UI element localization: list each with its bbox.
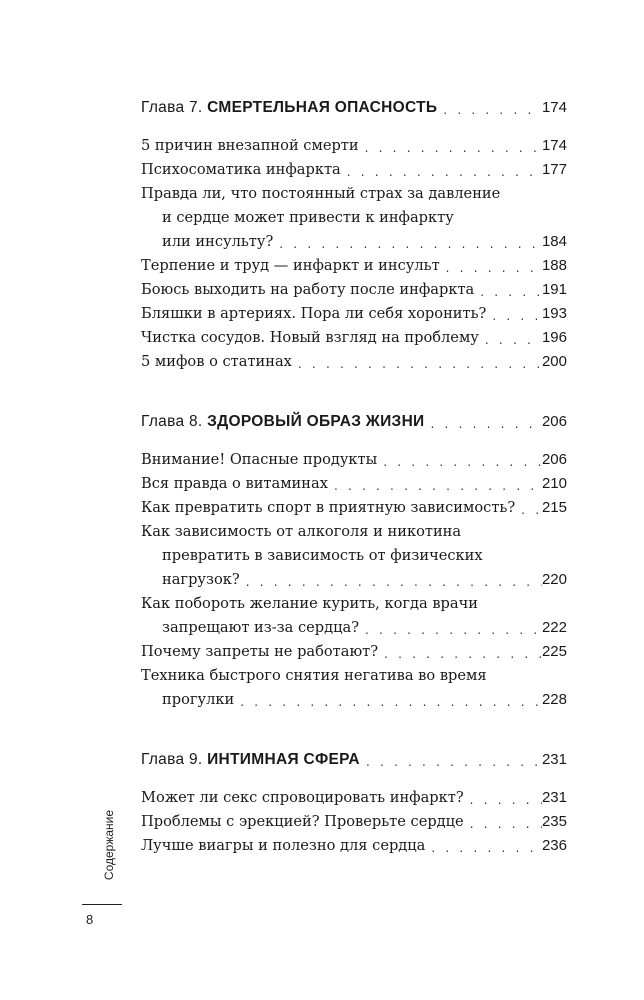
entry-title: Может ли секс спровоцировать инфаркт? [141, 789, 464, 806]
chapter-number: Глава 7. [141, 99, 208, 116]
dot-leader [443, 100, 542, 120]
entry-title: Боюсь выходить на работу после инфаркта [141, 281, 475, 298]
page-ref: 228 [541, 691, 567, 708]
page-ref: 231 [541, 751, 567, 768]
page-ref: 235 [541, 813, 567, 830]
toc-entry [141, 786, 567, 810]
page-ref: 222 [541, 619, 567, 636]
toc-entry [141, 496, 567, 520]
entry-title: Внимание! Опасные продукты [141, 451, 378, 468]
toc-entry [141, 810, 567, 834]
dot-leader [492, 306, 542, 326]
toc-entry [141, 326, 567, 350]
chapter-heading [141, 748, 567, 772]
toc-entry [141, 134, 567, 158]
dot-leader [480, 282, 542, 302]
toc-entry [141, 472, 567, 496]
page-ref: 174 [541, 137, 567, 154]
chapter-title: ИНТИМНАЯ СФЕРА [207, 751, 360, 768]
dot-leader [470, 814, 542, 834]
dot-leader [240, 692, 542, 712]
dot-leader [298, 354, 542, 374]
dot-leader [521, 500, 542, 520]
dot-leader [365, 620, 542, 640]
page-ref: 210 [541, 475, 567, 492]
toc-entry [141, 158, 567, 182]
page-ref: 177 [541, 161, 567, 178]
entry-title-cont: или инсульту? [162, 233, 274, 250]
folio-rule [82, 904, 122, 905]
page-ref: 184 [541, 233, 567, 250]
dot-leader [431, 414, 542, 434]
toc-entry [141, 640, 567, 664]
entry-title: Бляшки в артериях. Пора ли себя хоронить? [141, 305, 487, 322]
page-ref: 193 [541, 305, 567, 322]
entry-title: 5 мифов о статинах [141, 353, 292, 370]
entry-title: Почему запреты не работают? [141, 643, 379, 660]
dot-leader [383, 452, 542, 472]
toc-entry [141, 182, 567, 254]
chapter-title: СМЕРТЕЛЬНАЯ ОПАСНОСТЬ [207, 99, 438, 116]
dot-leader [246, 572, 542, 592]
dot-leader [279, 234, 542, 254]
entry-title-cont: прогулки [162, 691, 235, 708]
page-ref: 196 [541, 329, 567, 346]
dot-leader [334, 476, 542, 496]
chapter-number: Глава 9. [141, 751, 208, 768]
toc-entry [141, 592, 567, 640]
chapter-number: Глава 8. [141, 413, 208, 430]
page-ref: 231 [541, 789, 567, 806]
dot-leader [485, 330, 542, 350]
toc-entry [141, 448, 567, 472]
toc-entry [141, 278, 567, 302]
entry-title: Как зависимость от алкоголя и никотина [141, 523, 462, 540]
page-number: 8 [86, 912, 94, 927]
entry-title-cont: нагрузок? [162, 571, 240, 588]
entry-title: Правда ли, что постоянный страх за давление [141, 185, 501, 202]
entry-title: Психосоматика инфаркта [141, 161, 341, 178]
dot-leader [431, 838, 542, 858]
entry-title: Терпение и труд — инфаркт и инсульт [141, 257, 440, 274]
entry-title-cont: превратить в зависимость от физических [162, 547, 483, 564]
entry-title: Вся правда о витаминах [141, 475, 328, 492]
entry-title-cont: запрещают из-за сердца? [162, 619, 360, 636]
page-ref: 236 [541, 837, 567, 854]
page-ref: 225 [541, 643, 567, 660]
running-head [99, 805, 119, 885]
dot-leader [446, 258, 542, 278]
toc-entry [141, 254, 567, 278]
running-head-text: Содержание [102, 809, 116, 881]
toc-entry [141, 664, 567, 712]
entry-title: Лучше виагры и полезно для сердца [141, 837, 426, 854]
page-ref: 206 [541, 451, 567, 468]
toc-entry [141, 520, 567, 592]
entry-title: Как превратить спорт в приятную зависимость? [141, 499, 516, 516]
chapter-heading [141, 410, 567, 434]
page-ref: 220 [541, 571, 567, 588]
toc-entry [141, 350, 567, 374]
page-ref: 206 [541, 413, 567, 430]
entry-title: Техника быстрого снятия негатива во время [141, 667, 487, 684]
dot-leader [365, 138, 542, 158]
dot-leader [366, 752, 542, 772]
dot-leader [347, 162, 542, 182]
page-ref: 200 [541, 353, 567, 370]
page-ref: 188 [541, 257, 567, 274]
entry-title: Проблемы с эрекцией? Проверьте сердце [141, 813, 464, 830]
entry-title-cont: и сердце может привести к инфаркту [162, 209, 454, 226]
toc-entry [141, 834, 567, 858]
entry-title: 5 причин внезапной смерти [141, 137, 359, 154]
dot-leader [384, 644, 542, 664]
chapter-heading [141, 96, 567, 120]
chapter-title: ЗДОРОВЫЙ ОБРАЗ ЖИЗНИ [207, 413, 425, 430]
dot-leader [470, 790, 542, 810]
table-of-contents [141, 96, 567, 858]
entry-title: Чистка сосудов. Новый взгляд на проблему [141, 329, 479, 346]
entry-title: Как побороть желание курить, когда врачи [141, 595, 478, 612]
toc-entry [141, 302, 567, 326]
page-ref: 215 [541, 499, 567, 516]
page-ref: 174 [541, 99, 567, 116]
page-ref: 191 [541, 281, 567, 298]
